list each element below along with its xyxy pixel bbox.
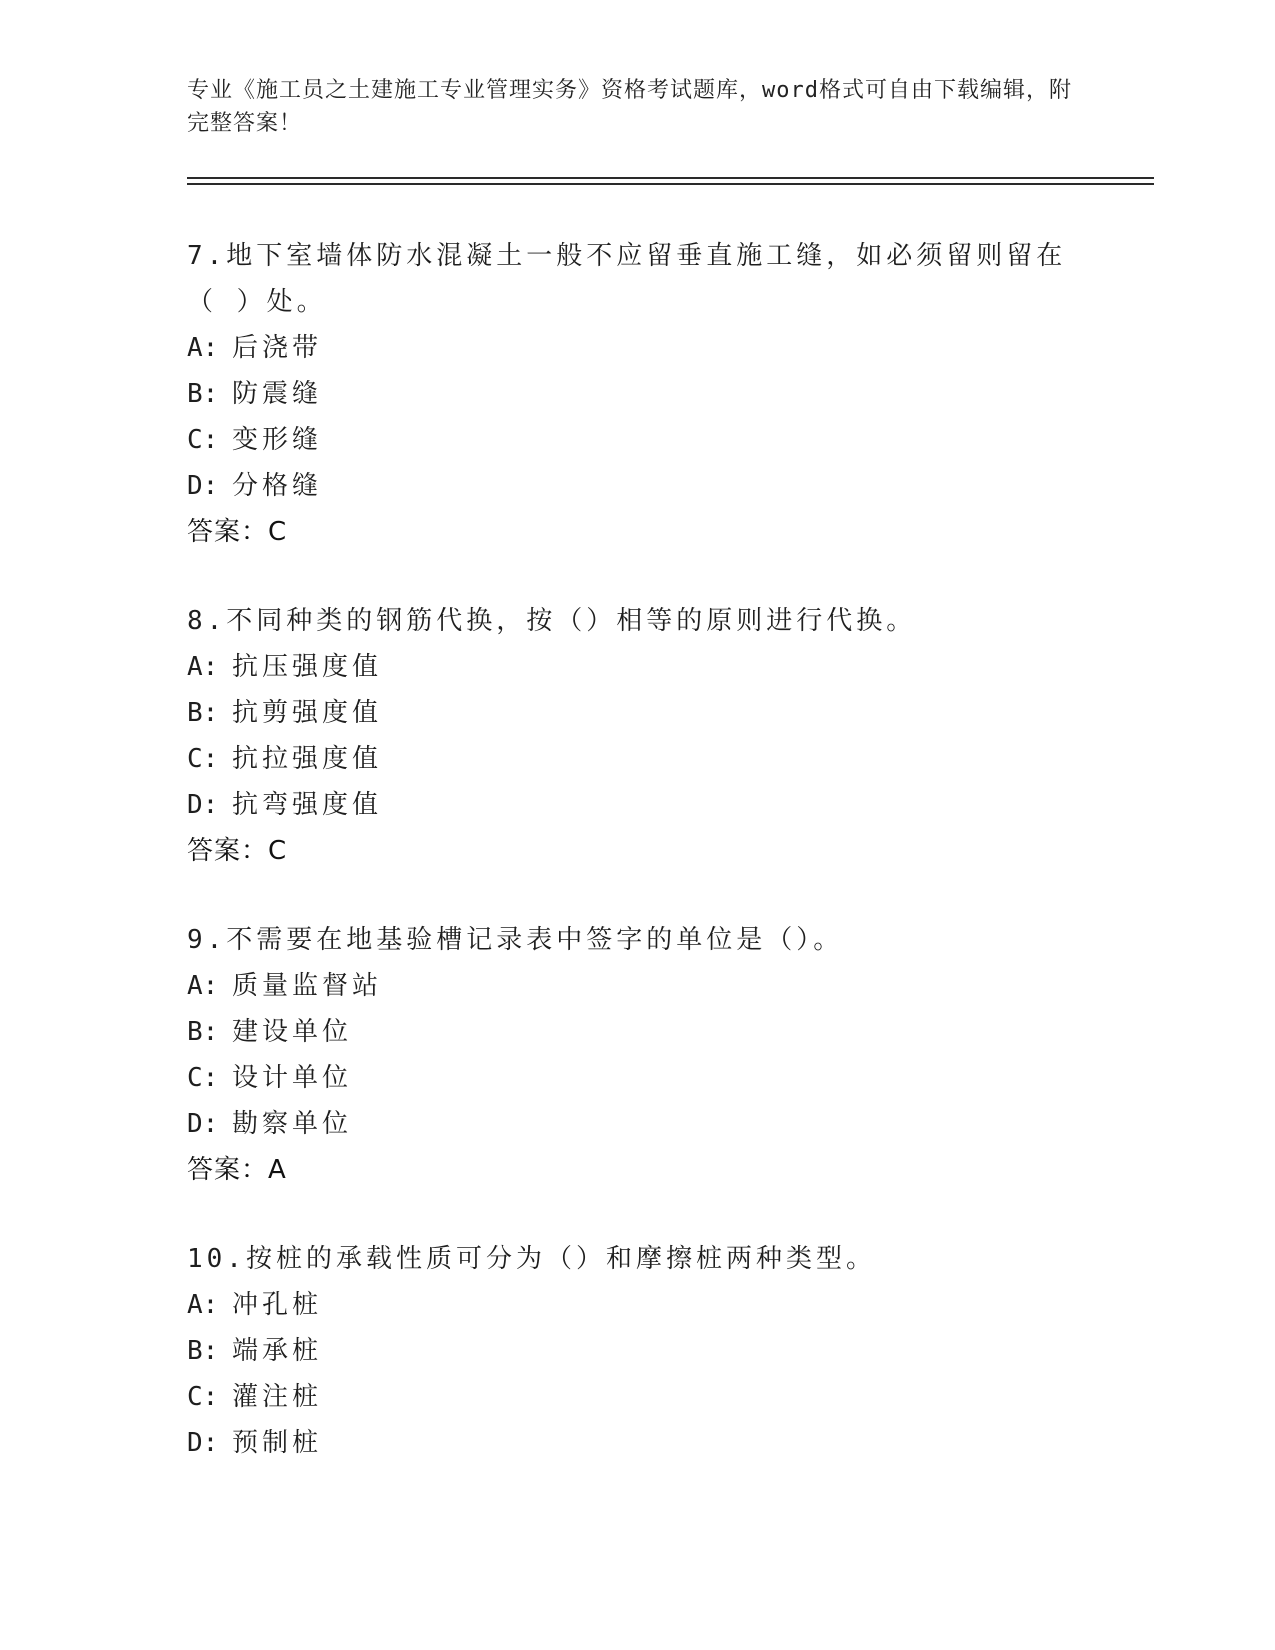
option-letter: A:: [187, 971, 219, 1001]
option-text: 变形缝: [232, 425, 323, 455]
header-divider-top: [187, 177, 1154, 179]
option-letter: A:: [187, 652, 219, 682]
option-letter: D:: [187, 1428, 219, 1458]
option-a: [187, 1282, 1067, 1328]
option-text: 质量监督站: [232, 971, 383, 1001]
answer-line: 答案：C: [187, 517, 288, 547]
option-text: 抗压强度值: [232, 652, 383, 682]
option-text: 分格缝: [232, 471, 323, 501]
option-b: [187, 371, 1067, 417]
option-letter: C:: [187, 1382, 219, 1412]
option-letter: B:: [187, 1017, 219, 1047]
option-a: [187, 963, 1067, 1009]
option-c: [187, 1374, 1067, 1420]
option-a: [187, 644, 1067, 690]
option-letter: D:: [187, 1109, 219, 1139]
option-b: [187, 1328, 1067, 1374]
option-d: [187, 1101, 1067, 1147]
option-c: [187, 1055, 1067, 1101]
question-8: [187, 598, 1067, 874]
option-b: [187, 690, 1067, 736]
option-letter: D:: [187, 790, 219, 820]
header-divider-bottom: [187, 183, 1154, 185]
option-text: 抗剪强度值: [232, 698, 383, 728]
option-letter: A:: [187, 333, 219, 363]
option-a: [187, 325, 1067, 371]
option-b: [187, 1009, 1067, 1055]
answer-line: 答案：A: [187, 1155, 287, 1185]
question-stem: 8.不同种类的钢筋代换，按（）相等的原则进行代换。: [187, 606, 917, 636]
option-letter: D:: [187, 471, 219, 501]
option-letter: B:: [187, 379, 219, 409]
question-stem: 7.地下室墙体防水混凝土一般不应留垂直施工缝，如必须留则留在（ ）处。: [187, 241, 1067, 317]
option-letter: B:: [187, 698, 219, 728]
option-d: [187, 782, 1067, 828]
option-text: 设计单位: [232, 1063, 353, 1093]
option-text: 预制桩: [232, 1428, 323, 1458]
answer-line: 答案：C: [187, 836, 288, 866]
option-c: [187, 417, 1067, 463]
option-text: 灌注桩: [232, 1382, 323, 1412]
option-letter: B:: [187, 1336, 219, 1366]
option-letter: C:: [187, 1063, 219, 1093]
option-d: [187, 463, 1067, 509]
option-text: 冲孔桩: [232, 1290, 323, 1320]
option-letter: C:: [187, 744, 219, 774]
question-9: [187, 917, 1067, 1193]
option-letter: C:: [187, 425, 219, 455]
option-text: 抗拉强度值: [232, 744, 383, 774]
option-c: [187, 736, 1067, 782]
question-stem: 10.按桩的承载性质可分为（）和摩擦桩两种类型。: [187, 1244, 876, 1274]
option-text: 勘察单位: [232, 1109, 353, 1139]
option-text: 后浇带: [232, 333, 323, 363]
option-text: 抗弯强度值: [232, 790, 383, 820]
question-stem: 9.不需要在地基验槽记录表中签字的单位是（）。: [187, 925, 844, 955]
option-text: 建设单位: [232, 1017, 353, 1047]
question-7: [187, 233, 1067, 555]
option-text: 防震缝: [232, 379, 323, 409]
question-10: [187, 1236, 1067, 1466]
document-header: 专业《施工员之土建施工专业管理实务》资格考试题库，word格式可自由下载编辑，附完整答案！: [187, 78, 1072, 136]
option-d: [187, 1420, 1067, 1466]
option-letter: A:: [187, 1290, 219, 1320]
option-text: 端承桩: [232, 1336, 323, 1366]
